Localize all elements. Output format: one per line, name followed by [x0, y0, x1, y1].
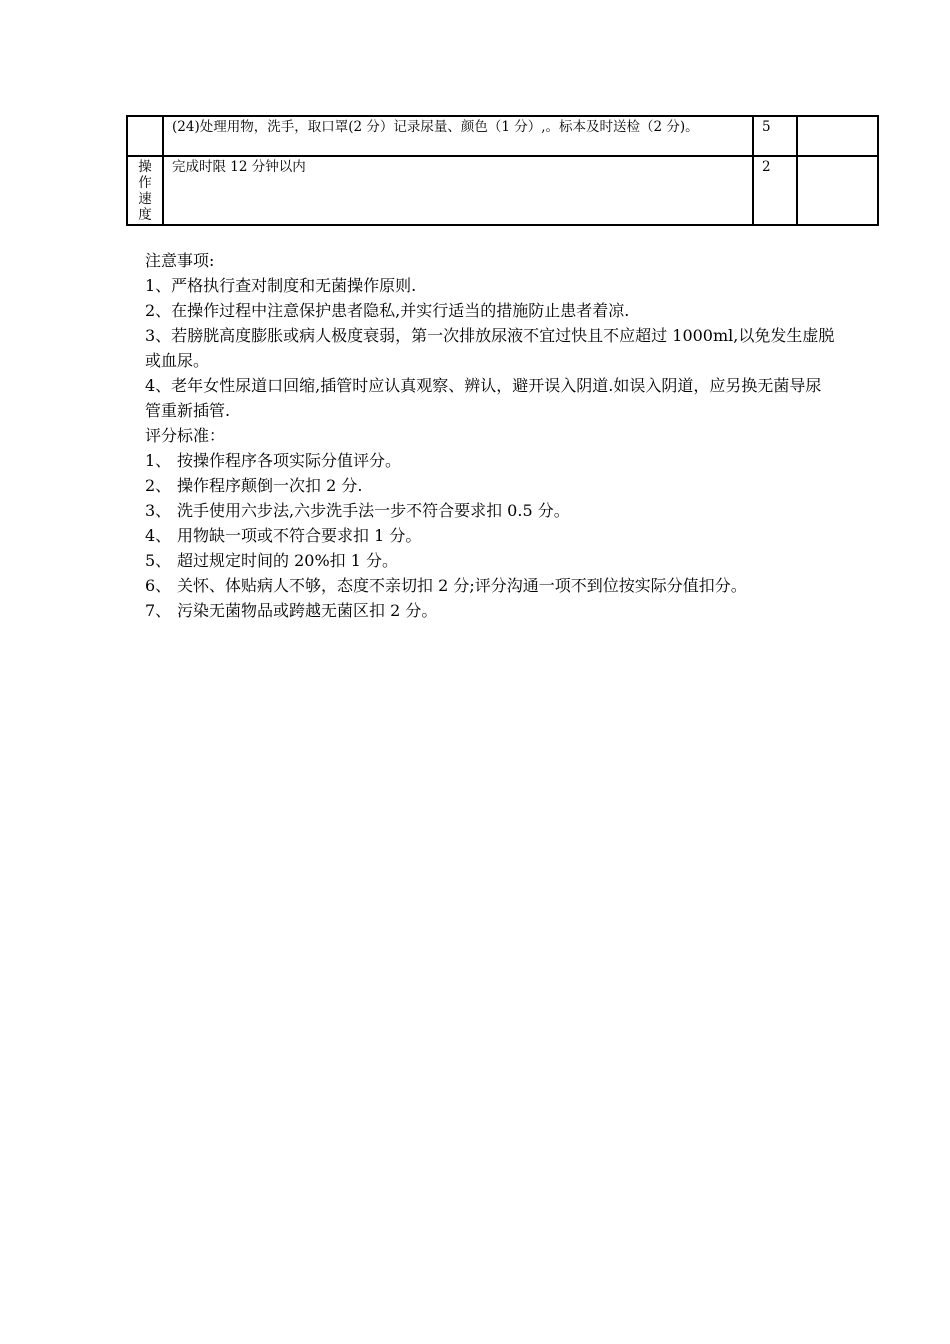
scoring-item [145, 598, 835, 623]
notes-item: 3、若膀胱高度膨胀或病人极度衰弱，第一次排放尿液不宜过快且不应超过 1000ml,以免发生虚脱或血尿。 [145, 326, 835, 370]
scoring-item-number: 1、 [145, 451, 172, 470]
deduction-cell [797, 156, 878, 225]
scoring-item-number: 3、 [145, 501, 172, 520]
scoring-item-number: 5、 [145, 551, 172, 570]
category-cell [127, 116, 163, 156]
scoring-item [145, 523, 835, 548]
deduction-cell [797, 116, 878, 156]
scoring-item [145, 448, 835, 473]
category-char: 作 [138, 175, 152, 191]
content-cell: (24)处理用物，洗手，取口罩(2 分）记录尿量、颜色（1 分）,。标本及时送检（2 分)。 [163, 116, 753, 156]
scoring-item-text: 洗手使用六步法,六步洗手法一步不符合要求扣 0.5 分。 [177, 501, 570, 520]
notes-item: 2、在操作过程中注意保护患者隐私,并实行适当的措施防止患者着凉. [145, 301, 630, 320]
table-row [127, 156, 878, 225]
scoring-table [126, 115, 879, 226]
scoring-item [145, 548, 835, 573]
table-row [127, 116, 878, 156]
scoring-item-text: 污染无菌物品或跨越无菌区扣 2 分。 [177, 601, 438, 620]
category-char: 速 [138, 191, 152, 207]
scoring-item [145, 473, 835, 498]
scoring-item-number: 6、 [145, 576, 172, 595]
notes-heading: 注意事项: [145, 251, 215, 270]
notes-section [145, 248, 835, 623]
scoring-item-text: 关怀、体贴病人不够，态度不亲切扣 2 分;评分沟通一项不到位按实际分值扣分。 [177, 576, 747, 595]
score-cell: 2 [753, 156, 797, 225]
scoring-item [145, 498, 835, 523]
category-cell [127, 156, 163, 225]
notes-item: 4、老年女性尿道口回缩,插管时应认真观察、辨认，避开误入阴道.如误入阴道，应另换无菌导尿管重新插管. [145, 376, 822, 420]
scoring-item-text: 操作程序颠倒一次扣 2 分. [177, 476, 363, 495]
scoring-item-number: 4、 [145, 526, 172, 545]
scoring-item-text: 按操作程序各项实际分值评分。 [177, 451, 402, 470]
content-cell: 完成时限 12 分钟以内 [163, 156, 753, 225]
score-cell: 5 [753, 116, 797, 156]
scoring-item-number: 7、 [145, 601, 172, 620]
scoring-item [145, 573, 835, 598]
scoring-item-text: 超过规定时间的 20%扣 1 分。 [177, 551, 399, 570]
scoring-item-number: 2、 [145, 476, 172, 495]
category-char: 度 [138, 207, 152, 223]
scoring-heading: 评分标准： [145, 426, 226, 445]
category-char: 操 [138, 159, 152, 175]
notes-item: 1、严格执行查对制度和无菌操作原则. [145, 276, 417, 295]
scoring-item-text: 用物缺一项或不符合要求扣 1 分。 [177, 526, 422, 545]
